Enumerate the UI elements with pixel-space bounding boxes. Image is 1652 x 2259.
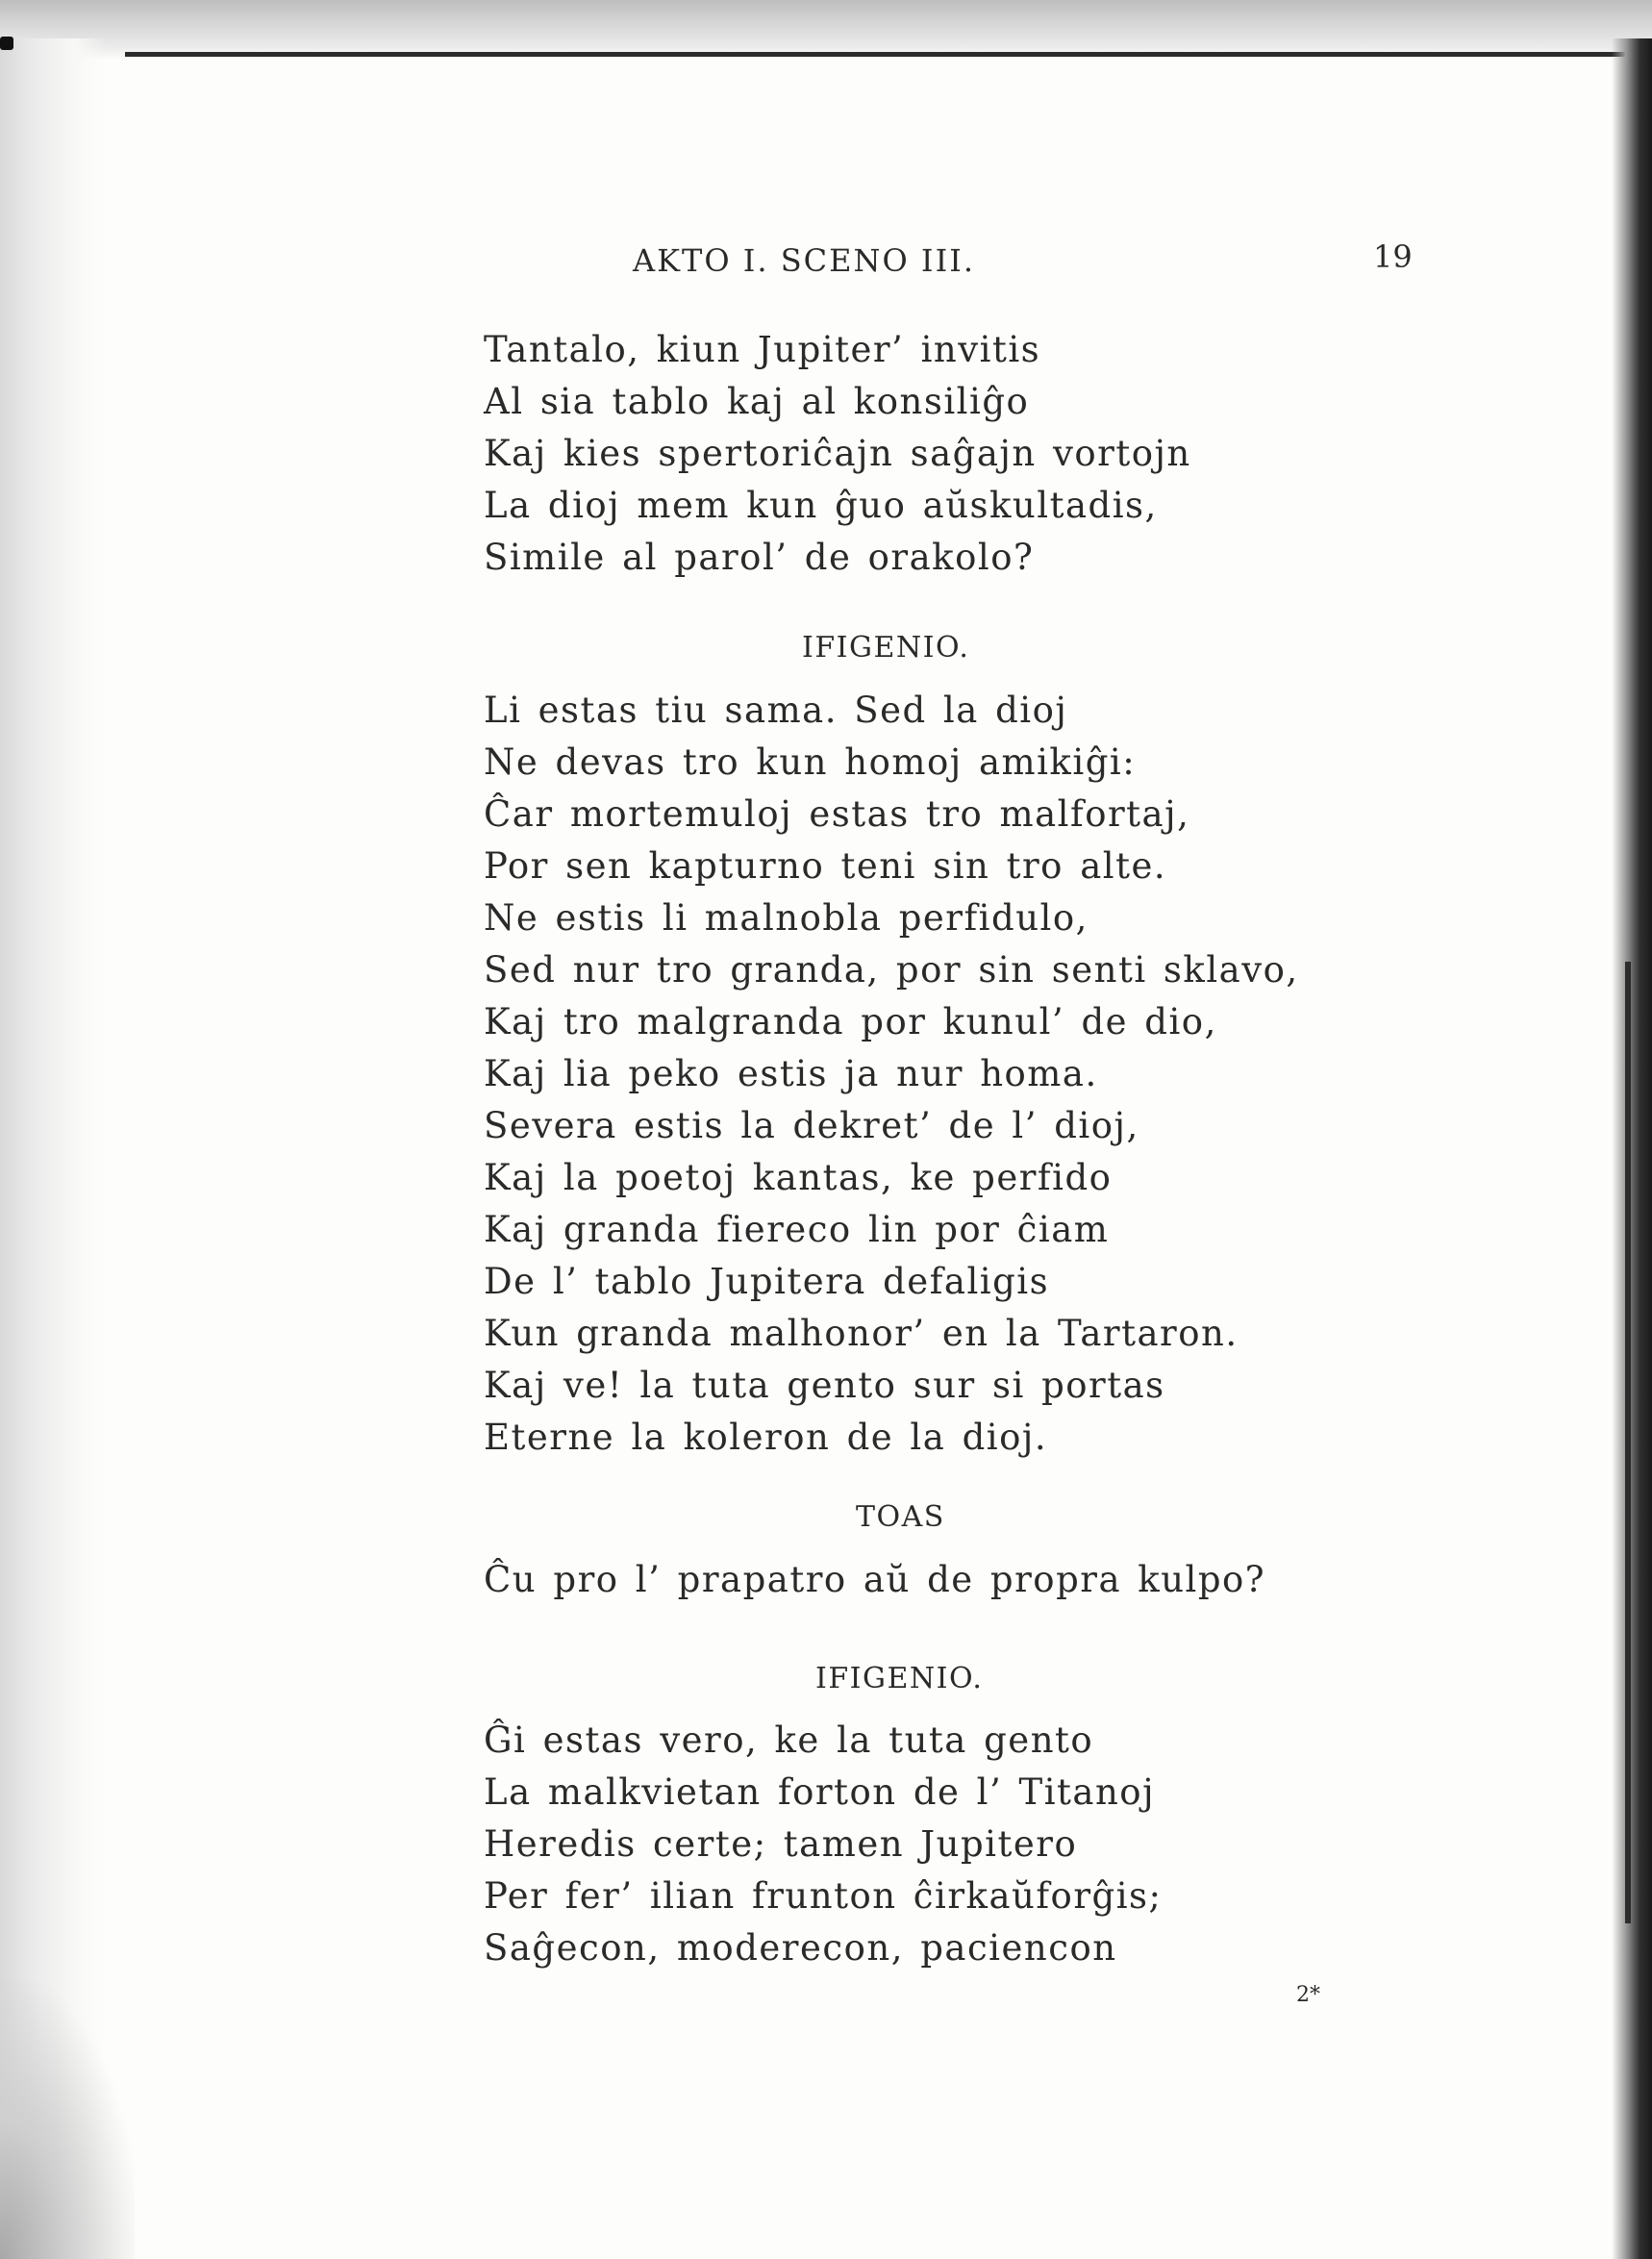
scan-left-gutter bbox=[0, 38, 106, 2259]
verse-line: Kaj granda fiereco lin por ĉiam bbox=[484, 1209, 1110, 1250]
verse-line: Sed nur tro granda, por sin senti sklavo, bbox=[484, 949, 1299, 991]
scan-corner-mark bbox=[0, 37, 13, 50]
verse-line: Kaj tro malgranda por kunul’ de dio, bbox=[484, 1001, 1217, 1042]
verse-line: Li estas tiu sama. Sed la dioj bbox=[484, 690, 1068, 731]
signature-mark: 2* bbox=[1296, 1983, 1320, 2007]
verse-line: Por sen kapturno teni sin tro alte. bbox=[484, 845, 1167, 887]
verse-line: Ĉar mortemuloj estas tro malfortaj, bbox=[484, 793, 1190, 835]
speaker-name: IFIGENIO. bbox=[802, 631, 970, 665]
verse-line: Eterne la koleron de la dioj. bbox=[484, 1417, 1048, 1458]
verse-line: Kaj la poetoj kantas, ke perfido bbox=[484, 1157, 1113, 1198]
page-number: 19 bbox=[1373, 238, 1413, 275]
scan-left-bottom-shadow bbox=[0, 1981, 135, 2259]
verse-block-ifigenio-1 bbox=[484, 685, 1299, 1464]
verse-line: Kaj lia peko estis ja nur homa. bbox=[484, 1053, 1098, 1094]
verse-line: Kaj kies spertoriĉajn saĝajn vortojn bbox=[484, 433, 1191, 474]
verse-block-ifigenio-2 bbox=[484, 1715, 1163, 1974]
speaker-name: IFIGENIO. bbox=[815, 1662, 984, 1695]
verse-line: De l’ tablo Jupitera defaligis bbox=[484, 1261, 1050, 1302]
scan-top-shadow bbox=[0, 0, 1652, 60]
speaker-name: TOAS bbox=[856, 1500, 945, 1534]
verse-block-toas bbox=[484, 1554, 1265, 1606]
scan-right-inner-edge bbox=[1625, 962, 1631, 1923]
scan-right-edge bbox=[1612, 38, 1652, 2259]
verse-block-tantalo bbox=[484, 324, 1191, 584]
verse-line: Severa estis la dekret’ de l’ dioj, bbox=[484, 1105, 1139, 1146]
running-head: AKTO I. SCENO III. bbox=[633, 242, 976, 279]
verse-line: Kaj ve! la tuta gento sur si portas bbox=[484, 1365, 1165, 1406]
verse-line: Simile al parol’ de orakolo? bbox=[484, 537, 1035, 578]
verse-line: Tantalo, kiun Jupiter’ invitis bbox=[484, 329, 1041, 370]
scan-top-edge bbox=[125, 52, 1625, 57]
verse-line: Saĝecon, moderecon, paciencon bbox=[484, 1927, 1117, 1969]
verse-line: Ĉu pro l’ prapatro aŭ de propra kulpo? bbox=[484, 1559, 1266, 1600]
verse-line: La malkvietan forton de l’ Titanoj bbox=[484, 1771, 1156, 1813]
verse-line: Heredis certe; tamen Jupitero bbox=[484, 1823, 1078, 1865]
verse-line: Ne devas tro kun homoj amikiĝi: bbox=[484, 741, 1137, 783]
verse-line: Per fer’ ilian frunton ĉirkaŭforĝis; bbox=[484, 1875, 1163, 1917]
verse-line: Ne estis li malnobla perfidulo, bbox=[484, 897, 1089, 939]
verse-line: La dioj mem kun ĝuo aŭskultadis, bbox=[484, 485, 1158, 526]
verse-line: Kun granda malhonor’ en la Tartaron. bbox=[484, 1313, 1239, 1354]
verse-line: Al sia tablo kaj al konsiliĝo bbox=[484, 381, 1030, 422]
verse-line: Ĝi estas vero, ke la tuta gento bbox=[484, 1719, 1094, 1761]
